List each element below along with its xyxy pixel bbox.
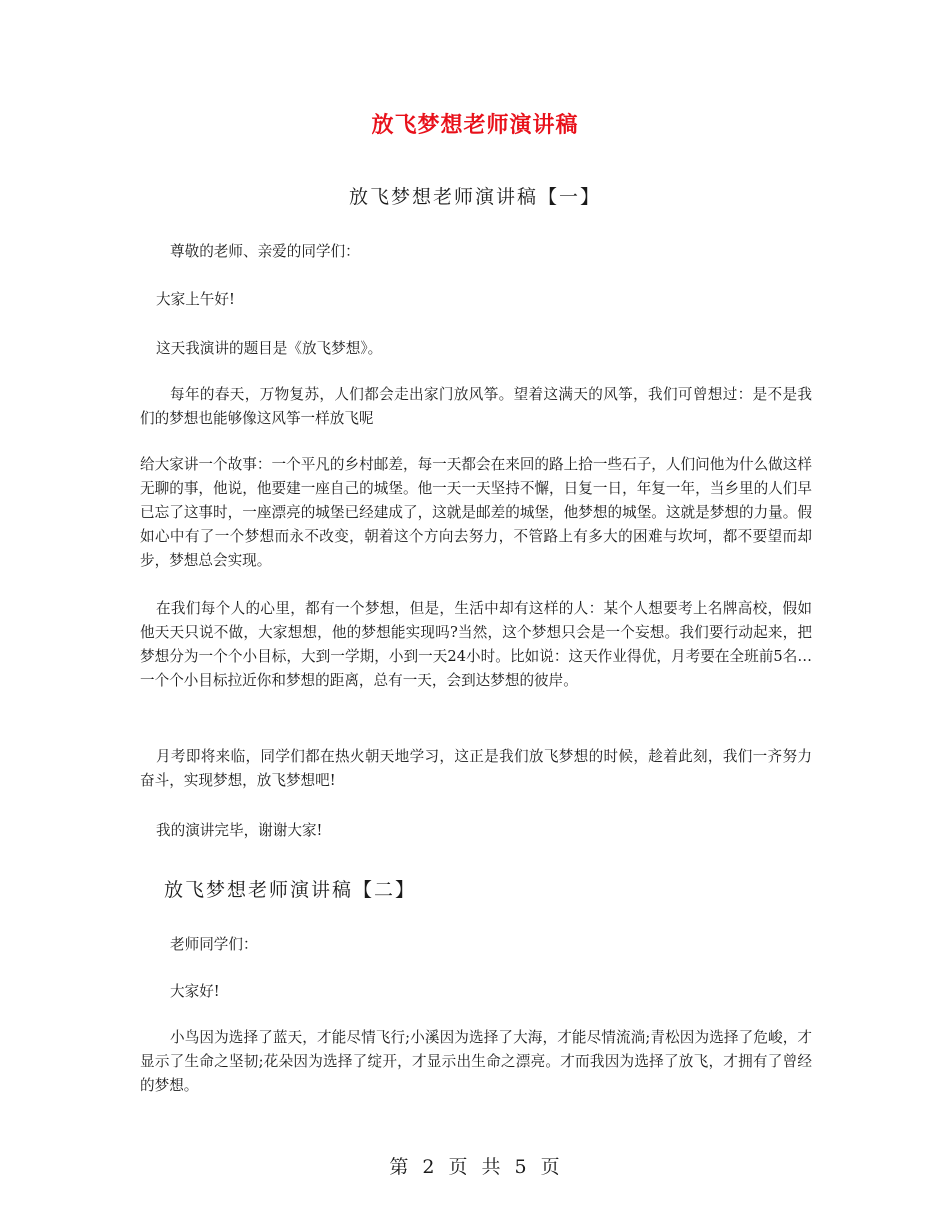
section-1-heading: 放飞梦想老师演讲稿【一】 [348, 186, 601, 208]
s1-paragraph-3: 在我们每个人的心里，都有一个梦想，但是，生活中却有这样的人：某个人想要考上名牌高校，假如他天天只说不做，大家想想，他的梦想能实现吗?当然，这个梦想只会是一个妄想。我们要行动起来，把梦想分为一个个小目标，大到一学期，小到一天24小时。比如说：这天作业得优，月考要在全班前5名…一个个小目标拉近你和梦想的距离，总有一天，会到达梦想的彼岸。 [140, 600, 812, 689]
s1-paragraph-2: 给大家讲一个故事：一个平凡的乡村邮差，每一天都会在来回的路上拾一些石子，人们问他为什么做这样无聊的事，他说，他要建一座自己的城堡。他一天一天坚持不懈，日复一日，年复一年，当乡里的人们早已忘了这事时，一座漂亮的城堡已经建成了，这就是邮差的城堡，他梦想的城堡。这就是梦想的力量。假如心中有了一个梦想而永不改变，朝着这个方向去努力，不管路上有多大的困难与坎坷，都不要望而却步，梦想总会实现。 [140, 456, 812, 569]
s1-hello: 大家上午好! [156, 291, 235, 308]
s2-greeting: 老师同学们： [170, 936, 258, 953]
s1-topic: 这天我演讲的题目是《放飞梦想》。 [156, 340, 383, 357]
document-title: 放飞梦想老师演讲稿 [371, 112, 579, 138]
s1-closing: 我的演讲完毕，谢谢大家! [156, 822, 323, 839]
section-2-heading: 放飞梦想老师演讲稿【二】 [164, 879, 417, 901]
s2-hello: 大家好! [170, 983, 220, 1000]
s1-paragraph-1: 每年的春天，万物复苏，人们都会走出家门放风筝。望着这满天的风筝，我们可曾想过：是不是我们的梦想也能够像这风筝一样放飞呢 [140, 386, 812, 427]
s1-paragraph-4: 月考即将来临，同学们都在热火朝天地学习，这正是我们放飞梦想的时候，趁着此刻，我们一齐努力奋斗，实现梦想，放飞梦想吧! [140, 748, 812, 789]
page-number-footer: 第 2 页 共 5 页 [389, 1156, 561, 1178]
s1-greeting: 尊敬的老师、亲爱的同学们： [170, 243, 360, 260]
s2-paragraph-1: 小鸟因为选择了蓝天，才能尽情飞行;小溪因为选择了大海，才能尽情流淌;青松因为选择了危峻，才显示了生命之坚韧;花朵因为选择了绽开，才显示出生命之漂亮。才而我因为选择了放飞，才拥有了曾经的梦想。 [140, 1029, 812, 1094]
